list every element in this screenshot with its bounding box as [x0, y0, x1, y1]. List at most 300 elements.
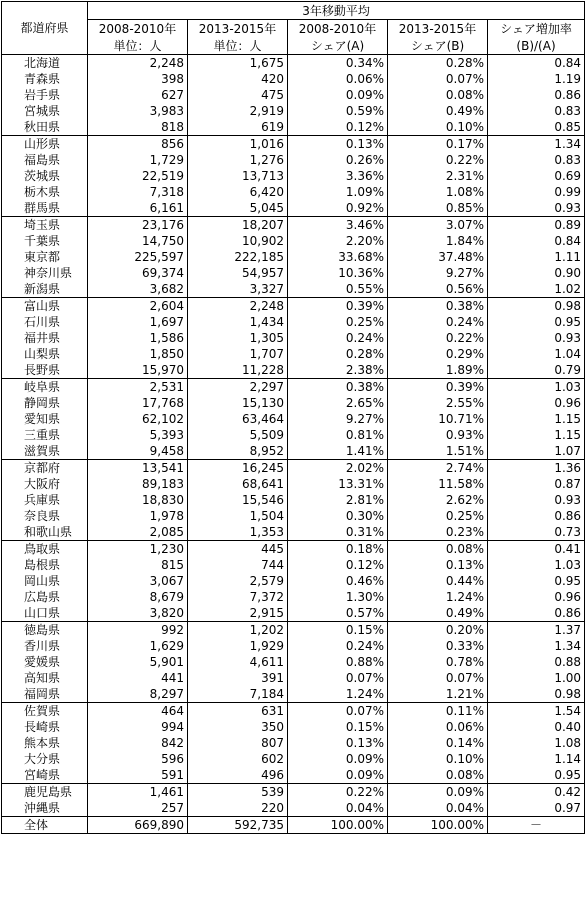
- share-ratio-cell: 1.11: [488, 249, 585, 265]
- count-2013-2015-cell: 222,185: [188, 249, 288, 265]
- count-2008-2010-cell: 669,890: [88, 817, 188, 834]
- count-2008-2010-cell: 2,248: [88, 55, 188, 72]
- count-2008-2010-cell: 2,531: [88, 379, 188, 396]
- count-2013-2015-cell: 1,305: [188, 330, 288, 346]
- share-ratio-cell: 0.95: [488, 314, 585, 330]
- count-2008-2010-cell: 815: [88, 557, 188, 573]
- prefecture-cell: 佐賀県: [2, 703, 88, 720]
- prefecture-cell: 北海道: [2, 55, 88, 72]
- count-2008-2010-cell: 22,519: [88, 168, 188, 184]
- share-b-cell: 0.49%: [388, 103, 488, 119]
- count-2013-2015-cell: 420: [188, 71, 288, 87]
- prefecture-cell: 秋田県: [2, 119, 88, 136]
- count-2008-2010-cell: 1,629: [88, 638, 188, 654]
- share-b-cell: 0.22%: [388, 330, 488, 346]
- prefecture-cell: 愛媛県: [2, 654, 88, 670]
- prefecture-cell: 全体: [2, 817, 88, 834]
- count-2008-2010-cell: 1,850: [88, 346, 188, 362]
- prefecture-cell: 熊本県: [2, 735, 88, 751]
- table-row: [2, 103, 585, 119]
- share-b-cell: 0.07%: [388, 670, 488, 686]
- share-ratio-cell: 1.00: [488, 670, 585, 686]
- prefecture-cell: 岐阜県: [2, 379, 88, 396]
- table-row: [2, 443, 585, 460]
- count-2013-2015-cell: 1,675: [188, 55, 288, 72]
- table-row: [2, 55, 585, 72]
- share-b-cell: 3.07%: [388, 217, 488, 234]
- share-a-cell: 0.12%: [288, 119, 388, 136]
- share-b-cell: 0.78%: [388, 654, 488, 670]
- share-ratio-cell: 0.95: [488, 767, 585, 784]
- share-a-cell: 0.46%: [288, 573, 388, 589]
- share-ratio-cell: 0.86: [488, 508, 585, 524]
- share-ratio-cell: 0.88: [488, 654, 585, 670]
- share-a-cell: 0.22%: [288, 784, 388, 801]
- count-2013-2015-cell: 1,504: [188, 508, 288, 524]
- count-2013-2015-cell: 1,707: [188, 346, 288, 362]
- prefecture-cell: 青森県: [2, 71, 88, 87]
- count-2013-2015-cell: 15,546: [188, 492, 288, 508]
- count-2013-2015-cell: 15,130: [188, 395, 288, 411]
- count-2008-2010-cell: 842: [88, 735, 188, 751]
- count-2013-2015-cell: 63,464: [188, 411, 288, 427]
- table-row: [2, 524, 585, 541]
- share-b-cell: 0.10%: [388, 751, 488, 767]
- share-b-cell: 0.08%: [388, 541, 488, 558]
- share-a-cell: 2.65%: [288, 395, 388, 411]
- count-2013-2015-cell: 1,929: [188, 638, 288, 654]
- share-ratio-cell: 1.04: [488, 346, 585, 362]
- share-ratio-cell: 0.93: [488, 330, 585, 346]
- table-row: [2, 492, 585, 508]
- count-2008-2010-cell: 62,102: [88, 411, 188, 427]
- share-ratio-cell: 0.95: [488, 573, 585, 589]
- prefecture-cell: 愛知県: [2, 411, 88, 427]
- share-b-cell: 0.20%: [388, 622, 488, 639]
- table-row: [2, 573, 585, 589]
- share-ratio-cell: 1.15: [488, 427, 585, 443]
- table-row: [2, 784, 585, 801]
- table-row: [2, 541, 585, 558]
- count-2008-2010-cell: 14,750: [88, 233, 188, 249]
- share-a-cell: 2.20%: [288, 233, 388, 249]
- count-2013-2015-cell: 68,641: [188, 476, 288, 492]
- share-b-cell: 37.48%: [388, 249, 488, 265]
- count-2013-2015-cell: 16,245: [188, 460, 288, 477]
- table-row: [2, 411, 585, 427]
- share-b-cell: 0.25%: [388, 508, 488, 524]
- share-a-cell: 2.02%: [288, 460, 388, 477]
- share-a-cell: 0.38%: [288, 379, 388, 396]
- table-row: [2, 395, 585, 411]
- share-a-cell: 0.09%: [288, 751, 388, 767]
- share-b-cell: 0.56%: [388, 281, 488, 298]
- share-b-cell: 1.51%: [388, 443, 488, 460]
- count-2008-2010-cell: 441: [88, 670, 188, 686]
- share-a-cell: 0.24%: [288, 330, 388, 346]
- share-ratio-cell: 0.84: [488, 55, 585, 72]
- prefecture-cell: 群馬県: [2, 200, 88, 217]
- count-2008-2010-cell: 1,230: [88, 541, 188, 558]
- share-b-cell: 11.58%: [388, 476, 488, 492]
- share-b-cell: 0.29%: [388, 346, 488, 362]
- share-a-cell: 0.09%: [288, 87, 388, 103]
- count-2013-2015-cell: 496: [188, 767, 288, 784]
- table-row: [2, 152, 585, 168]
- share-ratio-cell: 0.85: [488, 119, 585, 136]
- table-row: [2, 638, 585, 654]
- prefecture-cell: 沖縄県: [2, 800, 88, 817]
- share-ratio-cell: 1.02: [488, 281, 585, 298]
- table-row: [2, 119, 585, 136]
- share-b-cell: 2.55%: [388, 395, 488, 411]
- prefecture-cell: 山形県: [2, 136, 88, 153]
- prefecture-cell: 茨城県: [2, 168, 88, 184]
- share-b-cell: 1.84%: [388, 233, 488, 249]
- count-2013-2015-cell: 631: [188, 703, 288, 720]
- prefecture-cell: 静岡県: [2, 395, 88, 411]
- prefecture-cell: 宮城県: [2, 103, 88, 119]
- prefecture-cell: 山口県: [2, 605, 88, 622]
- header-col3-period: 2008-2010年: [288, 20, 388, 38]
- prefecture-cell: 富山県: [2, 298, 88, 315]
- share-b-cell: 1.08%: [388, 184, 488, 200]
- table-row: [2, 427, 585, 443]
- table-row: [2, 281, 585, 298]
- share-ratio-cell: 0.89: [488, 217, 585, 234]
- table-row: [2, 249, 585, 265]
- share-b-cell: 0.33%: [388, 638, 488, 654]
- share-a-cell: 0.15%: [288, 622, 388, 639]
- table-row: [2, 557, 585, 573]
- share-ratio-cell: 0.87: [488, 476, 585, 492]
- prefecture-cell: 兵庫県: [2, 492, 88, 508]
- table-row: [2, 298, 585, 315]
- table-row: [2, 654, 585, 670]
- count-2013-2015-cell: 11,228: [188, 362, 288, 379]
- count-2008-2010-cell: 17,768: [88, 395, 188, 411]
- count-2013-2015-cell: 391: [188, 670, 288, 686]
- count-2008-2010-cell: 596: [88, 751, 188, 767]
- share-ratio-cell: 1.03: [488, 557, 585, 573]
- share-ratio-cell: 0.79: [488, 362, 585, 379]
- prefecture-cell: 徳島県: [2, 622, 88, 639]
- share-a-cell: 0.88%: [288, 654, 388, 670]
- table-row: [2, 670, 585, 686]
- share-ratio-cell: 0.99: [488, 184, 585, 200]
- share-a-cell: 0.13%: [288, 136, 388, 153]
- share-ratio-cell: 0.40: [488, 719, 585, 735]
- prefecture-cell: 福井県: [2, 330, 88, 346]
- prefecture-cell: 岩手県: [2, 87, 88, 103]
- table-row: [2, 751, 585, 767]
- count-2008-2010-cell: 1,461: [88, 784, 188, 801]
- count-2013-2015-cell: 7,372: [188, 589, 288, 605]
- share-ratio-cell: 0.42: [488, 784, 585, 801]
- count-2008-2010-cell: 1,729: [88, 152, 188, 168]
- population-share-table: [1, 1, 585, 834]
- prefecture-cell: 山梨県: [2, 346, 88, 362]
- share-b-cell: 0.44%: [388, 573, 488, 589]
- share-a-cell: 13.31%: [288, 476, 388, 492]
- table-row: [2, 87, 585, 103]
- share-ratio-cell: 0.96: [488, 589, 585, 605]
- header-col3-unit: シェア(A): [288, 37, 388, 55]
- table-row: [2, 362, 585, 379]
- count-2013-2015-cell: 2,919: [188, 103, 288, 119]
- share-ratio-cell: 1.36: [488, 460, 585, 477]
- count-2013-2015-cell: 5,045: [188, 200, 288, 217]
- prefecture-cell: 島根県: [2, 557, 88, 573]
- share-ratio-cell: 0.93: [488, 200, 585, 217]
- share-b-cell: 100.00%: [388, 817, 488, 834]
- count-2013-2015-cell: 445: [188, 541, 288, 558]
- table-row: [2, 800, 585, 817]
- share-a-cell: 0.55%: [288, 281, 388, 298]
- table-row: [2, 200, 585, 217]
- count-2008-2010-cell: 1,697: [88, 314, 188, 330]
- header-col1-unit: 単位：人: [88, 37, 188, 55]
- share-ratio-cell: －: [488, 817, 585, 834]
- total-row: [2, 817, 585, 834]
- count-2008-2010-cell: 3,820: [88, 605, 188, 622]
- count-2008-2010-cell: 5,393: [88, 427, 188, 443]
- share-a-cell: 0.31%: [288, 524, 388, 541]
- count-2013-2015-cell: 3,327: [188, 281, 288, 298]
- count-2008-2010-cell: 992: [88, 622, 188, 639]
- table-row: [2, 605, 585, 622]
- table-row: [2, 622, 585, 639]
- share-ratio-cell: 1.14: [488, 751, 585, 767]
- count-2008-2010-cell: 398: [88, 71, 188, 87]
- share-b-cell: 0.10%: [388, 119, 488, 136]
- count-2008-2010-cell: 89,183: [88, 476, 188, 492]
- prefecture-cell: 埼玉県: [2, 217, 88, 234]
- share-a-cell: 0.59%: [288, 103, 388, 119]
- share-ratio-cell: 1.54: [488, 703, 585, 720]
- share-a-cell: 3.46%: [288, 217, 388, 234]
- prefecture-cell: 滋賀県: [2, 443, 88, 460]
- count-2013-2015-cell: 1,353: [188, 524, 288, 541]
- table-row: [2, 265, 585, 281]
- count-2013-2015-cell: 602: [188, 751, 288, 767]
- table-row: [2, 703, 585, 720]
- table-row: [2, 508, 585, 524]
- header-col4-period: 2013-2015年: [388, 20, 488, 38]
- table-row: [2, 217, 585, 234]
- share-ratio-cell: 1.19: [488, 71, 585, 87]
- share-a-cell: 0.12%: [288, 557, 388, 573]
- count-2013-2015-cell: 807: [188, 735, 288, 751]
- prefecture-cell: 大分県: [2, 751, 88, 767]
- share-ratio-cell: 0.83: [488, 152, 585, 168]
- share-ratio-cell: 0.86: [488, 605, 585, 622]
- share-b-cell: 2.74%: [388, 460, 488, 477]
- table-row: [2, 476, 585, 492]
- count-2008-2010-cell: 18,830: [88, 492, 188, 508]
- share-a-cell: 0.28%: [288, 346, 388, 362]
- prefecture-cell: 宮崎県: [2, 767, 88, 784]
- count-2013-2015-cell: 350: [188, 719, 288, 735]
- share-a-cell: 0.25%: [288, 314, 388, 330]
- share-a-cell: 0.15%: [288, 719, 388, 735]
- prefecture-cell: 奈良県: [2, 508, 88, 524]
- count-2008-2010-cell: 8,679: [88, 589, 188, 605]
- prefecture-cell: 和歌山県: [2, 524, 88, 541]
- share-a-cell: 0.07%: [288, 703, 388, 720]
- share-b-cell: 1.89%: [388, 362, 488, 379]
- count-2008-2010-cell: 994: [88, 719, 188, 735]
- table-row: [2, 767, 585, 784]
- table-row: [2, 314, 585, 330]
- share-ratio-cell: 1.34: [488, 638, 585, 654]
- share-ratio-cell: 0.96: [488, 395, 585, 411]
- share-a-cell: 1.24%: [288, 686, 388, 703]
- count-2013-2015-cell: 2,248: [188, 298, 288, 315]
- table-row: [2, 330, 585, 346]
- share-a-cell: 0.07%: [288, 670, 388, 686]
- share-ratio-cell: 1.37: [488, 622, 585, 639]
- share-a-cell: 0.26%: [288, 152, 388, 168]
- table-row: [2, 735, 585, 751]
- header-col5-label: シェア増加率: [488, 20, 585, 38]
- count-2008-2010-cell: 627: [88, 87, 188, 103]
- count-2008-2010-cell: 15,970: [88, 362, 188, 379]
- share-a-cell: 0.13%: [288, 735, 388, 751]
- count-2008-2010-cell: 23,176: [88, 217, 188, 234]
- share-ratio-cell: 0.41: [488, 541, 585, 558]
- share-b-cell: 0.24%: [388, 314, 488, 330]
- prefecture-cell: 福岡県: [2, 686, 88, 703]
- count-2013-2015-cell: 10,902: [188, 233, 288, 249]
- table-row: [2, 184, 585, 200]
- share-b-cell: 0.04%: [388, 800, 488, 817]
- share-a-cell: 33.68%: [288, 249, 388, 265]
- count-2008-2010-cell: 591: [88, 767, 188, 784]
- count-2008-2010-cell: 3,682: [88, 281, 188, 298]
- share-a-cell: 0.18%: [288, 541, 388, 558]
- share-b-cell: 0.85%: [388, 200, 488, 217]
- share-ratio-cell: 1.34: [488, 136, 585, 153]
- header-prefecture: 都道府県: [2, 2, 88, 55]
- share-a-cell: 0.24%: [288, 638, 388, 654]
- table-header: [2, 2, 585, 55]
- share-a-cell: 0.81%: [288, 427, 388, 443]
- count-2013-2015-cell: 2,297: [188, 379, 288, 396]
- share-b-cell: 1.21%: [388, 686, 488, 703]
- share-b-cell: 0.09%: [388, 784, 488, 801]
- share-b-cell: 9.27%: [388, 265, 488, 281]
- share-b-cell: 0.93%: [388, 427, 488, 443]
- count-2008-2010-cell: 2,604: [88, 298, 188, 315]
- share-a-cell: 0.04%: [288, 800, 388, 817]
- share-a-cell: 1.30%: [288, 589, 388, 605]
- prefecture-cell: 大阪府: [2, 476, 88, 492]
- share-ratio-cell: 0.73: [488, 524, 585, 541]
- prefecture-cell: 新潟県: [2, 281, 88, 298]
- header-col4-unit: シェア(B): [388, 37, 488, 55]
- count-2013-2015-cell: 1,202: [188, 622, 288, 639]
- header-col2-unit: 単位：人: [188, 37, 288, 55]
- table-row: [2, 686, 585, 703]
- prefecture-cell: 東京都: [2, 249, 88, 265]
- prefecture-cell: 岡山県: [2, 573, 88, 589]
- share-b-cell: 0.08%: [388, 87, 488, 103]
- count-2013-2015-cell: 4,611: [188, 654, 288, 670]
- table-row: [2, 719, 585, 735]
- count-2008-2010-cell: 225,597: [88, 249, 188, 265]
- count-2013-2015-cell: 5,509: [188, 427, 288, 443]
- count-2008-2010-cell: 6,161: [88, 200, 188, 217]
- table-row: [2, 460, 585, 477]
- prefecture-cell: 香川県: [2, 638, 88, 654]
- count-2008-2010-cell: 2,085: [88, 524, 188, 541]
- count-2008-2010-cell: 257: [88, 800, 188, 817]
- prefecture-cell: 高知県: [2, 670, 88, 686]
- count-2008-2010-cell: 1,978: [88, 508, 188, 524]
- share-ratio-cell: 0.84: [488, 233, 585, 249]
- count-2013-2015-cell: 539: [188, 784, 288, 801]
- share-a-cell: 3.36%: [288, 168, 388, 184]
- prefecture-cell: 石川県: [2, 314, 88, 330]
- share-a-cell: 1.41%: [288, 443, 388, 460]
- share-b-cell: 2.62%: [388, 492, 488, 508]
- header-col2-period: 2013-2015年: [188, 20, 288, 38]
- prefecture-cell: 福島県: [2, 152, 88, 168]
- header-col1-period: 2008-2010年: [88, 20, 188, 38]
- table-body: [2, 55, 585, 834]
- header-group-title: 3年移動平均: [88, 2, 585, 20]
- count-2008-2010-cell: 3,067: [88, 573, 188, 589]
- share-ratio-cell: 0.86: [488, 87, 585, 103]
- share-a-cell: 9.27%: [288, 411, 388, 427]
- count-2013-2015-cell: 744: [188, 557, 288, 573]
- prefecture-cell: 栃木県: [2, 184, 88, 200]
- share-a-cell: 2.38%: [288, 362, 388, 379]
- count-2013-2015-cell: 18,207: [188, 217, 288, 234]
- share-ratio-cell: 1.07: [488, 443, 585, 460]
- share-b-cell: 0.22%: [388, 152, 488, 168]
- share-a-cell: 0.30%: [288, 508, 388, 524]
- share-b-cell: 0.38%: [388, 298, 488, 315]
- share-b-cell: 0.11%: [388, 703, 488, 720]
- share-ratio-cell: 1.08: [488, 735, 585, 751]
- count-2008-2010-cell: 13,541: [88, 460, 188, 477]
- share-a-cell: 0.57%: [288, 605, 388, 622]
- share-b-cell: 0.28%: [388, 55, 488, 72]
- table-row: [2, 71, 585, 87]
- count-2013-2015-cell: 2,915: [188, 605, 288, 622]
- share-b-cell: 0.08%: [388, 767, 488, 784]
- count-2008-2010-cell: 856: [88, 136, 188, 153]
- count-2013-2015-cell: 619: [188, 119, 288, 136]
- prefecture-cell: 鳥取県: [2, 541, 88, 558]
- count-2013-2015-cell: 1,016: [188, 136, 288, 153]
- share-ratio-cell: 0.98: [488, 686, 585, 703]
- share-b-cell: 0.13%: [388, 557, 488, 573]
- prefecture-cell: 広島県: [2, 589, 88, 605]
- share-ratio-cell: 0.69: [488, 168, 585, 184]
- count-2013-2015-cell: 220: [188, 800, 288, 817]
- count-2013-2015-cell: 13,713: [188, 168, 288, 184]
- share-b-cell: 0.14%: [388, 735, 488, 751]
- table-row: [2, 589, 585, 605]
- share-a-cell: 0.39%: [288, 298, 388, 315]
- table-row: [2, 233, 585, 249]
- count-2008-2010-cell: 7,318: [88, 184, 188, 200]
- share-ratio-cell: 1.15: [488, 411, 585, 427]
- share-b-cell: 0.07%: [388, 71, 488, 87]
